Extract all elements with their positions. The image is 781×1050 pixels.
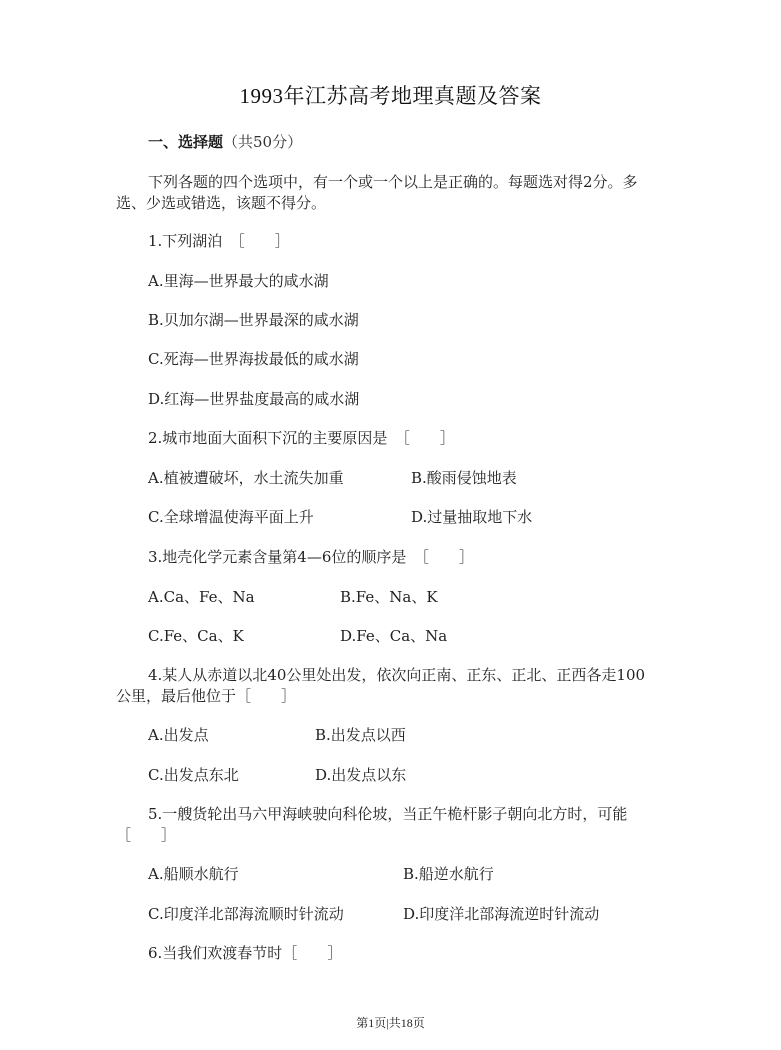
question-3-option-d: D.Fe、Ca、Na: [340, 627, 448, 645]
question-4-option-b: B.出发点以西: [315, 726, 406, 744]
document-title: 1993年江苏高考地理真题及答案: [239, 84, 542, 108]
question-2-option-d: D.过量抽取地下水: [411, 508, 533, 526]
instructions-line-1: 下列各题的四个选项中，有一个或一个以上是正确的。每题选对得2分。多: [148, 173, 638, 191]
question-1-stem: 1.下列湖泊 ［ ］: [148, 232, 290, 250]
question-3-option-a: A.Ca、Fe、Na: [148, 588, 255, 606]
question-5-option-a: A.船顺水航行: [148, 865, 239, 883]
question-2-option-c: C.全球增温使海平面上升: [148, 508, 314, 526]
question-4-option-a: A.出发点: [148, 726, 209, 744]
question-3-option-b: B.Fe、Na、K: [340, 588, 438, 606]
question-6-stem: 6.当我们欢渡春节时［ ］: [148, 944, 343, 962]
question-2-option-b: B.酸雨侵蚀地表: [411, 469, 517, 487]
question-4-stem-line-2: 公里，最后他位于［ ］: [116, 687, 297, 705]
question-3-stem: 3.地壳化学元素含量第4—6位的顺序是 ［ ］: [148, 548, 474, 566]
question-2-option-a: A.植被遭破坏，水土流失加重: [148, 469, 344, 487]
instructions-line-2: 选、少选或错选，该题不得分。: [116, 194, 327, 212]
question-5-stem-line-1: 5.一艘货轮出马六甲海峡驶向科伦坡，当正午桅杆影子朝向北方时，可能: [148, 805, 628, 823]
question-5-option-d: D.印度洋北部海流逆时针流动: [403, 905, 600, 923]
section-heading: [148, 131, 302, 152]
section-title: 一、选择题: [148, 133, 224, 151]
question-4-stem-line-1: 4.某人从赤道以北40公里处出发，依次向正南、正东、正北、正西各走100: [148, 666, 646, 684]
question-5-option-c: C.印度洋北部海流顺时针流动: [148, 905, 344, 923]
page-footer: 第1页|共18页: [356, 1016, 425, 1030]
question-1-option-a: A.里海—世界最大的咸水湖: [148, 272, 329, 290]
question-1-option-b: B.贝加尔湖—世界最深的咸水湖: [148, 311, 359, 329]
question-5-stem-line-2: ［ ］: [116, 826, 177, 844]
question-1-option-d: D.红海—世界盐度最高的咸水湖: [148, 390, 360, 408]
question-1-option-c: C.死海—世界海拔最低的咸水湖: [148, 350, 359, 368]
question-5-option-b: B.船逆水航行: [403, 865, 494, 883]
question-3-option-c: C.Fe、Ca、K: [148, 627, 244, 645]
section-note: （共50分）: [223, 133, 303, 151]
question-4-option-d: D.出发点以东: [315, 766, 407, 784]
question-2-stem: 2.城市地面大面积下沉的主要原因是 ［ ］: [148, 429, 455, 447]
question-4-option-c: C.出发点东北: [148, 766, 239, 784]
